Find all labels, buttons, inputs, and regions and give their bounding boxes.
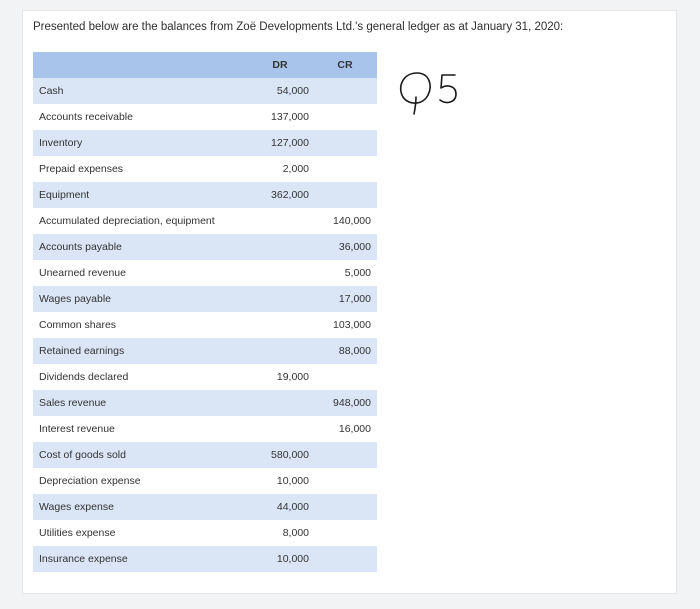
dr-cell: 137,000 [247,104,313,130]
account-cell: Prepaid expenses [33,156,247,182]
dr-cell: 580,000 [247,442,313,468]
dr-cell [247,286,313,312]
dr-cell: 10,000 [247,468,313,494]
account-cell: Wages payable [33,286,247,312]
cr-cell: 36,000 [313,234,377,260]
table-row [33,520,377,546]
account-header [33,52,247,78]
ledger-body [33,78,377,572]
table-row [33,546,377,572]
table-row [33,390,377,416]
account-cell: Cash [33,78,247,104]
table-row [33,156,377,182]
dr-cell: 54,000 [247,78,313,104]
dr-cell: 2,000 [247,156,313,182]
cr-cell [313,494,377,520]
table-row [33,364,377,390]
table-row [33,208,377,234]
account-cell: Inventory [33,130,247,156]
cr-cell: 5,000 [313,260,377,286]
ledger-table [33,52,377,572]
table-row [33,442,377,468]
dr-cell [247,208,313,234]
dr-cell [247,234,313,260]
account-cell: Accounts receivable [33,104,247,130]
table-row [33,338,377,364]
table-row [33,260,377,286]
dr-cell [247,390,313,416]
account-cell: Accounts payable [33,234,247,260]
account-cell: Depreciation expense [33,468,247,494]
cr-cell [313,156,377,182]
table-row [33,104,377,130]
cr-cell: 948,000 [313,390,377,416]
cr-cell [313,442,377,468]
cr-cell [313,520,377,546]
dr-header: DR [247,52,313,78]
dr-cell: 10,000 [247,546,313,572]
dr-cell [247,312,313,338]
account-cell: Sales revenue [33,390,247,416]
cr-cell: 140,000 [313,208,377,234]
dr-cell: 127,000 [247,130,313,156]
cr-cell [313,130,377,156]
cr-cell [313,182,377,208]
dr-cell: 44,000 [247,494,313,520]
account-cell: Wages expense [33,494,247,520]
handwritten-q5-annotation [393,61,473,121]
account-cell: Interest revenue [33,416,247,442]
cr-cell [313,546,377,572]
dr-cell: 362,000 [247,182,313,208]
account-cell: Equipment [33,182,247,208]
table-row [33,182,377,208]
cr-header: CR [313,52,377,78]
account-cell: Accumulated depreciation, equipment [33,208,247,234]
question-card [22,10,677,594]
table-row [33,312,377,338]
cr-cell [313,364,377,390]
account-cell: Insurance expense [33,546,247,572]
cr-cell: 17,000 [313,286,377,312]
dr-cell: 8,000 [247,520,313,546]
account-cell: Unearned revenue [33,260,247,286]
account-cell: Common shares [33,312,247,338]
table-row [33,234,377,260]
dr-cell [247,260,313,286]
account-cell: Utilities expense [33,520,247,546]
table-row [33,130,377,156]
dr-cell [247,416,313,442]
cr-cell [313,468,377,494]
cr-cell [313,104,377,130]
table-row [33,416,377,442]
account-cell: Dividends declared [33,364,247,390]
table-row [33,494,377,520]
table-row [33,286,377,312]
cr-cell [313,78,377,104]
dr-cell: 19,000 [247,364,313,390]
table-row [33,78,377,104]
table-row [33,468,377,494]
dr-cell [247,338,313,364]
cr-cell: 103,000 [313,312,377,338]
cr-cell: 16,000 [313,416,377,442]
intro-text: Presented below are the balances from Zoë Developments Ltd.'s general ledger as at January 31, 2020: [33,21,564,33]
account-cell: Retained earnings [33,338,247,364]
account-cell: Cost of goods sold [33,442,247,468]
table-header-row [33,52,377,78]
cr-cell: 88,000 [313,338,377,364]
